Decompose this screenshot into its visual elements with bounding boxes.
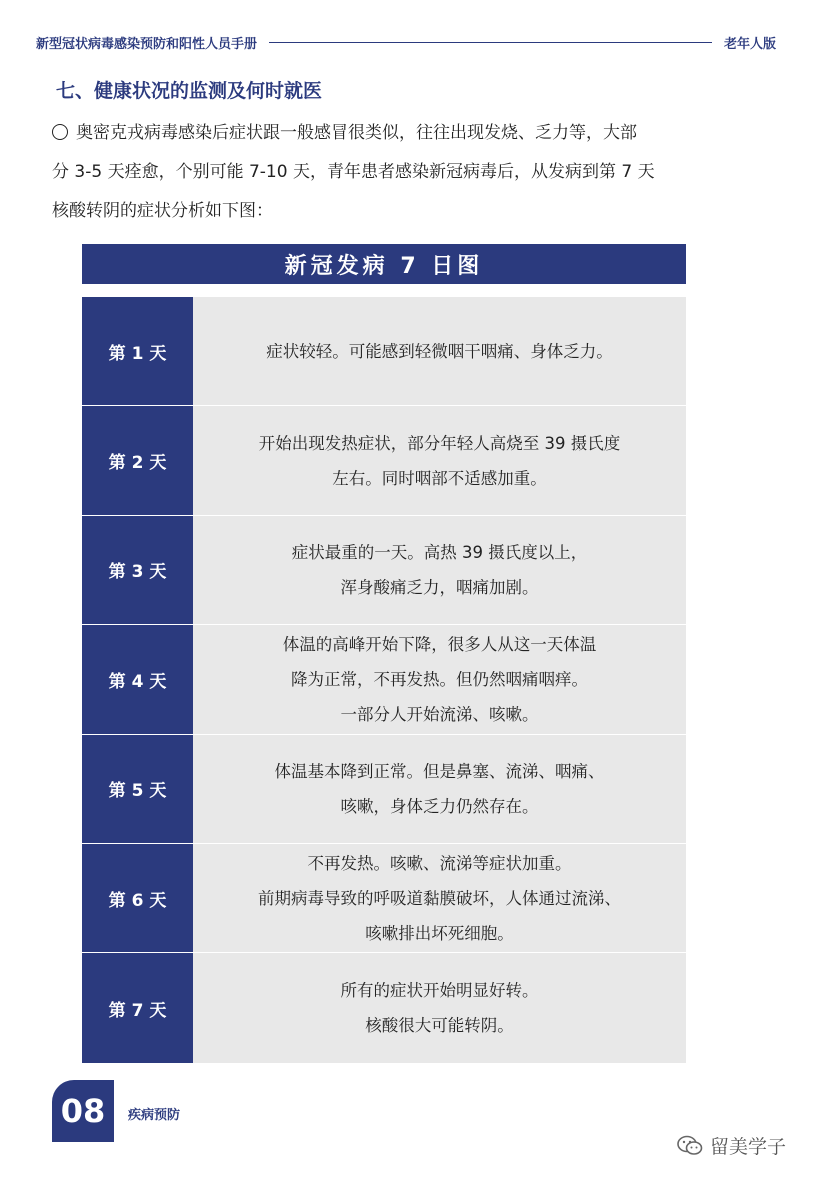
- description-line: 降为正常，不再发热。但仍然咽痛咽痒。: [291, 669, 588, 689]
- description-line: 开始出现发热症状，部分年轻人高烧至 39 摄氏度: [258, 433, 621, 453]
- description-line: 体温的高峰开始下降，很多人从这一天体温: [282, 634, 597, 654]
- day-description: [193, 735, 686, 843]
- seven-day-table: [82, 297, 686, 1063]
- watermark-text: 留美学子: [710, 1136, 787, 1158]
- day-label: 第 4 天: [82, 625, 193, 733]
- day-description: [193, 297, 686, 405]
- day-label: 第 6 天: [82, 844, 193, 952]
- day-description: [193, 516, 686, 624]
- day-label: 第 2 天: [82, 406, 193, 514]
- intro-paragraph: [52, 114, 732, 231]
- circle-bullet-icon: [52, 124, 68, 140]
- day-description: [193, 953, 686, 1062]
- chart-title: 新冠发病 7 日图: [82, 244, 686, 284]
- intro-line: 分 3-5 天痊愈，个别可能 7-10 天，青年患者感染新冠病毒后，从发病到第 7 天: [52, 162, 655, 182]
- table-row: [82, 406, 686, 515]
- description-line: 体温基本降到正常。但是鼻塞、流涕、咽痛、: [274, 761, 605, 781]
- footer-section-label: 疾病预防: [128, 1108, 181, 1123]
- header-divider: [269, 42, 712, 43]
- description-line: 症状最重的一天。高热 39 摄氏度以上，: [291, 542, 588, 562]
- description-line: 咳嗽，身体乏力仍然存在。: [340, 796, 539, 816]
- table-row: [82, 516, 686, 625]
- description-line: 前期病毒导致的呼吸道黏膜破坏，人体通过流涕、: [258, 888, 621, 908]
- description-line: 左右。同时咽部不适感加重。: [332, 468, 547, 488]
- day-label: 第 5 天: [82, 735, 193, 843]
- watermark: [676, 1132, 786, 1159]
- description-line: 一部分人开始流涕、咳嗽。: [340, 704, 539, 724]
- description-line: 不再发热。咳嗽、流涕等症状加重。: [307, 853, 572, 873]
- description-line: 核酸很大可能转阴。: [365, 1016, 514, 1036]
- description-line: 咳嗽排出坏死细胞。: [365, 923, 514, 943]
- page-header: [36, 30, 776, 54]
- day-label: 第 7 天: [82, 953, 193, 1062]
- wechat-icon: [676, 1134, 704, 1158]
- day-label: 第 3 天: [82, 516, 193, 624]
- day-label: 第 1 天: [82, 297, 193, 405]
- handbook-title: 新型冠状病毒感染预防和阳性人员手册: [36, 36, 258, 52]
- edition-label: 老年人版: [723, 36, 776, 52]
- description-line: 所有的症状开始明显好转。: [340, 981, 539, 1001]
- day-description: [193, 844, 686, 952]
- description-line: 浑身酸痛乏力，咽痛加剧。: [340, 577, 539, 597]
- day-description: [193, 406, 686, 514]
- table-row: [82, 844, 686, 953]
- table-row: [82, 297, 686, 406]
- table-row: [82, 625, 686, 734]
- intro-line: 奥密克戎病毒感染后症状跟一般感冒很类似，往往出现发烧、乏力等，大部: [52, 114, 732, 153]
- section-title: 七、健康状况的监测及何时就医: [56, 80, 323, 102]
- intro-line: 核酸转阴的症状分析如下图：: [52, 201, 273, 221]
- page-number: 08: [52, 1080, 114, 1142]
- table-row: [82, 735, 686, 844]
- description-line: 症状较轻。可能感到轻微咽干咽痛、身体乏力。: [266, 341, 613, 361]
- table-row: [82, 953, 686, 1062]
- day-description: [193, 625, 686, 733]
